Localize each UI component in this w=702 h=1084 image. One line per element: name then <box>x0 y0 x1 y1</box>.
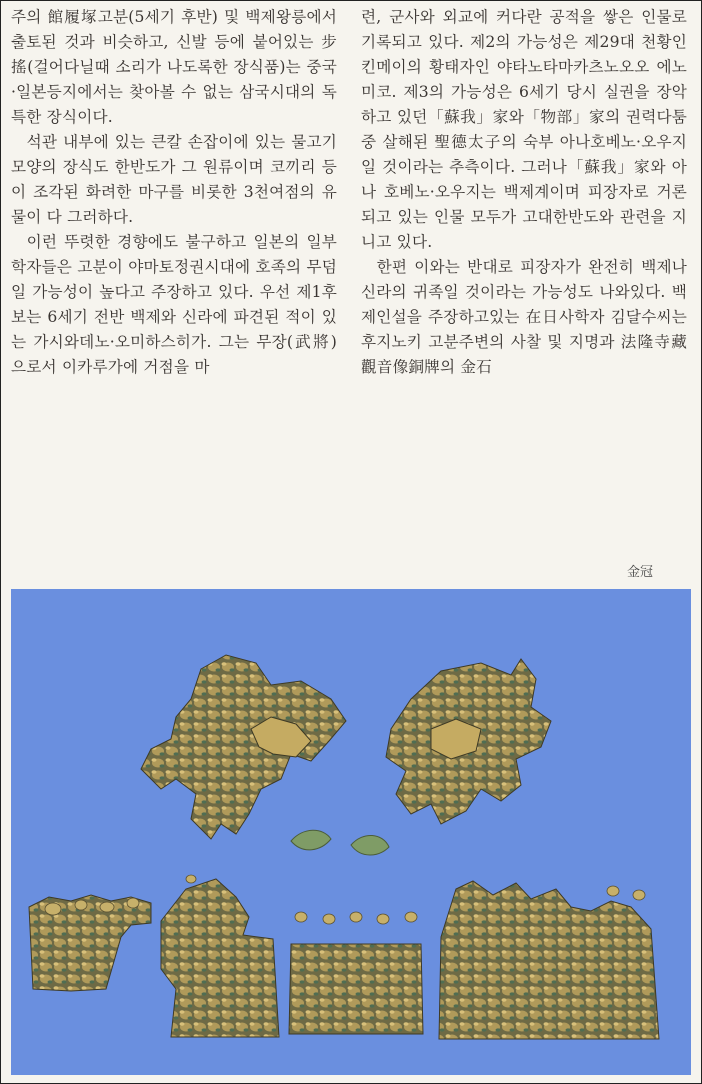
crown-band-left <box>29 879 279 1037</box>
paragraph: 한편 이와는 반대로 피장자가 완전히 백제나 신라의 귀족일 것이라는 가능성도 나와있다. 백제인설을 주장하고있는 在日사학자 김달수씨는 후지노키 고분주변의 사찰 및 지명과 法隆寺藏觀音像銅牌의 金石 <box>361 258 687 376</box>
crown-band-middle <box>289 944 423 1034</box>
gold-crown-photo <box>11 589 691 1075</box>
paragraph: 석관 내부에 있는 큰칼 손잡이에 있는 물고기 모양의 장식도 한반도가 그 원류이며 코끼리 등이 조각된 화려한 마구를 비롯한 3천여점의 유물이 다 그러하다. <box>11 133 337 226</box>
crown-band-right <box>439 881 659 1039</box>
figure-caption: 金冠 <box>626 565 653 580</box>
crown-left-ornament <box>141 655 346 839</box>
gold-crown-illustration <box>11 589 691 1075</box>
paragraph: 이런 뚜렷한 경향에도 불구하고 일본의 일부학자들은 고분이 야마토정권시대에 호족의 무덤일 가능성이 높다고 주장하고 있다. 우선 제1후보는 6세기 전반 백제와 신라에 파견된 적이 있는 가시와데노·오미하스히가. 그는 무장(武將)으로서 이카루가에 거점을 마 <box>11 233 337 376</box>
paragraph: 주의 館履塚고분(5세기 후반) 및 백제왕릉에서 출토된 것과 비슷하고, 신발 등에 붙어있는 步搖(걸어다닐때 소리가 나도록한 장식품)는 중국·일본등지에서는 찾아볼 수 없는 삼국시대의 독특한 장식이다. <box>11 8 337 126</box>
crown-right-ornament <box>386 659 551 824</box>
text-column-left <box>11 5 337 380</box>
paragraph: 련, 군사와 외교에 커다란 공적을 쌓은 인물로 기록되고 있다. 제2의 가능성은 제29대 천황인 킨메이의 황태자인 야타노타마카츠노오오 에노미코. 제3의 가능성은 6세기 당시 실권을 장악하고 있던「蘇我」家와「物部」家의 권력다툼중 살해된 聖德太子의 숙부 아나호베노·오우지일 것이라는 추측이다. 그러나「蘇我」家와 아나 호베노·오우지는 백제계이며 피장자로 거론되고 있는 인물 모두가 고대한반도와 관련을 지니고 있다. <box>361 8 687 251</box>
text-column-right <box>361 5 687 380</box>
crown-center-leaves <box>291 830 389 855</box>
